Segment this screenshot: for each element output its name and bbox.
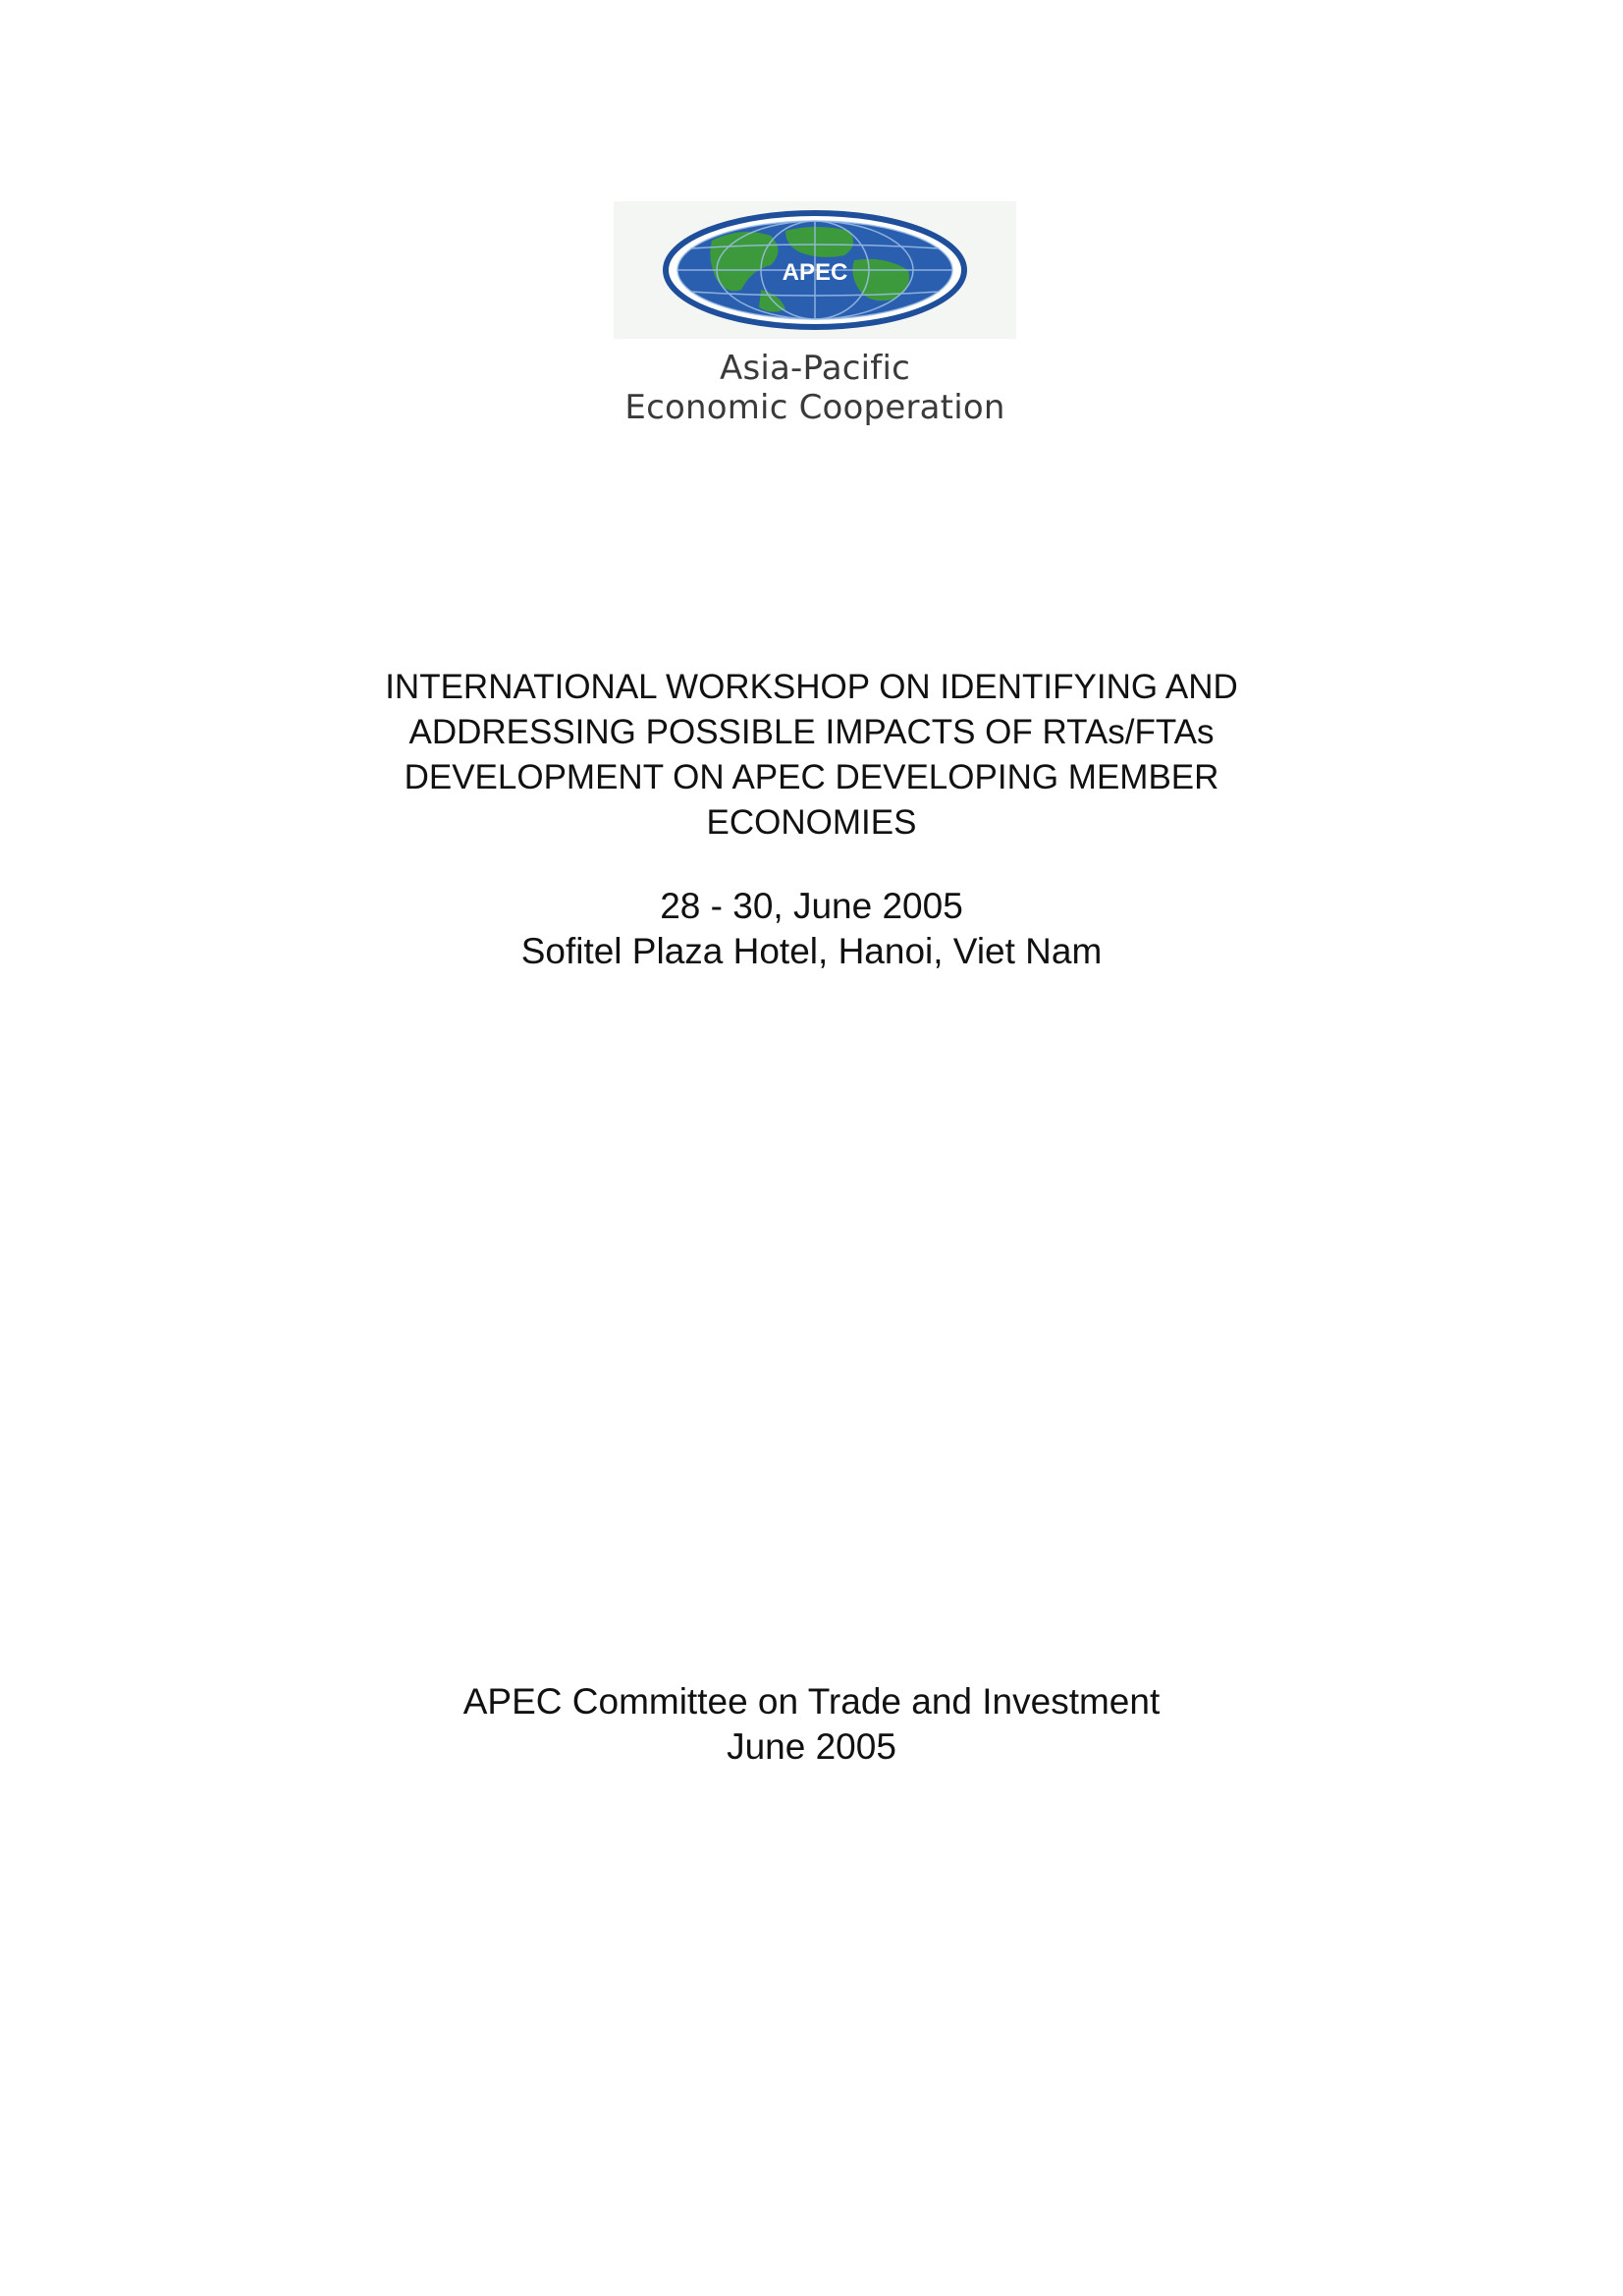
event-details	[226, 884, 1397, 974]
logo-organization-name	[609, 349, 1021, 427]
title-line: ADDRESSING POSSIBLE IMPACTS OF RTAs/FTAs	[408, 713, 1215, 751]
title-line: ECONOMIES	[706, 803, 917, 842]
publisher-block	[226, 1679, 1397, 1770]
logo-name-line2: Economic Cooperation	[624, 388, 1005, 427]
logo-emblem-text: APEC	[782, 259, 848, 286]
apec-globe-icon	[614, 201, 1016, 339]
event-dates: 28 - 30, June 2005	[660, 886, 963, 926]
apec-logo	[609, 201, 1021, 427]
title-line: DEVELOPMENT ON APEC DEVELOPING MEMBER	[404, 758, 1219, 796]
document-title	[226, 665, 1397, 846]
event-venue: Sofitel Plaza Hotel, Hanoi, Viet Nam	[520, 931, 1103, 971]
publication-date: June 2005	[727, 1726, 896, 1767]
title-line: INTERNATIONAL WORKSHOP ON IDENTIFYING AND	[385, 668, 1238, 706]
committee-name: APEC Committee on Trade and Investment	[462, 1681, 1161, 1722]
logo-name-line1: Asia-Pacific	[720, 349, 910, 388]
